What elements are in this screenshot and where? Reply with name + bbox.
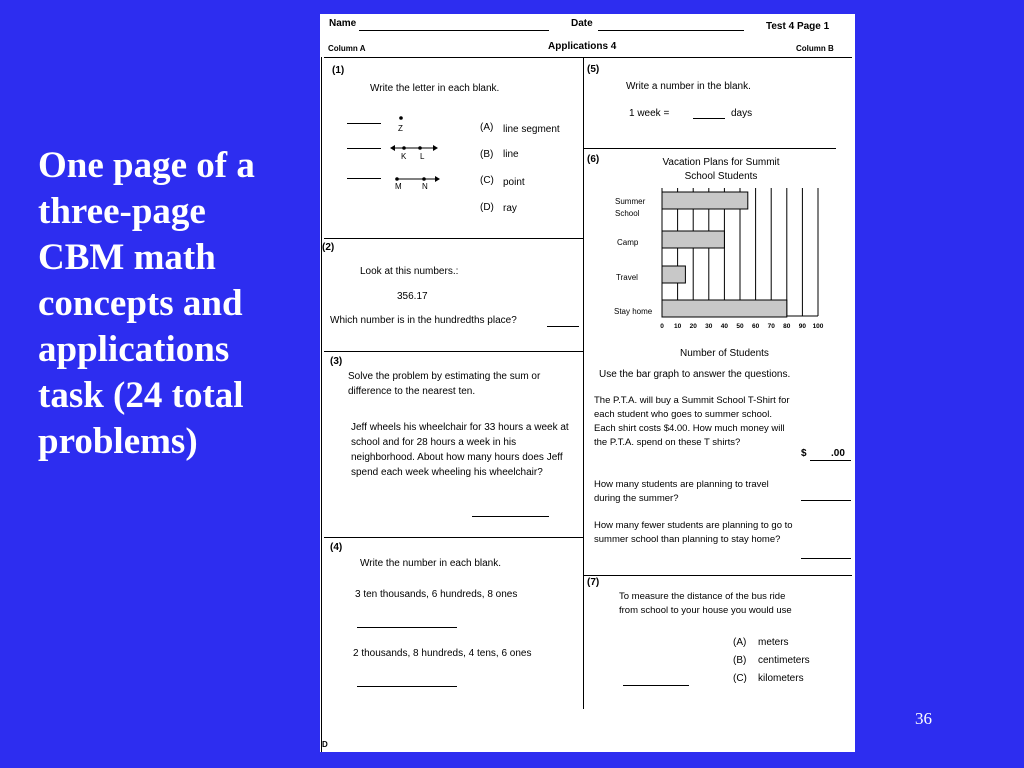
footer-letter: D bbox=[322, 740, 328, 749]
q5-equation: 1 week = bbox=[629, 108, 670, 119]
chart-tick-label: 50 bbox=[736, 323, 744, 330]
q6-fewer-blank[interactable] bbox=[801, 558, 851, 559]
chart-tick-label: 70 bbox=[767, 323, 775, 330]
name-label: Name bbox=[329, 18, 357, 29]
left-border bbox=[321, 57, 322, 752]
label-l: L bbox=[420, 152, 425, 161]
chart-bar bbox=[662, 266, 685, 283]
q1-blank-2[interactable] bbox=[347, 148, 381, 149]
date-field[interactable] bbox=[598, 30, 744, 31]
q7-option-text: kilometers bbox=[758, 673, 804, 684]
divider-5-6 bbox=[584, 148, 836, 149]
q6-instruction: Use the bar graph to answer the questions. bbox=[599, 369, 791, 380]
caption-line: applications bbox=[38, 329, 230, 370]
q6-dollar-blank[interactable] bbox=[810, 460, 851, 461]
q1-option-letter: (B) bbox=[480, 149, 494, 160]
q1-option-letter: (C) bbox=[480, 175, 494, 186]
chart-category: Travel bbox=[616, 273, 638, 282]
column-b-label: Column B bbox=[796, 44, 834, 53]
q6-number: (6) bbox=[587, 154, 600, 165]
q1-instruction: Write the letter in each blank. bbox=[370, 83, 500, 94]
label-k: K bbox=[401, 152, 407, 161]
q6-tshirt-question: The P.T.A. will buy a Summit School T-Shirt for each student who goes to summer school. Each shirt costs $4.00. How much money will the P.T.A. spend on these T shirts? bbox=[594, 395, 790, 448]
q4-blank-1[interactable] bbox=[357, 627, 457, 628]
label-z: Z bbox=[398, 124, 403, 133]
q2-number-value: 356.17 bbox=[397, 291, 428, 302]
divider-1-2 bbox=[324, 238, 583, 239]
q5-answer-blank[interactable] bbox=[693, 118, 725, 119]
q4-blank-2[interactable] bbox=[357, 686, 457, 687]
chart-tick-label: 10 bbox=[673, 323, 682, 330]
q7-option-text: meters bbox=[758, 637, 789, 648]
worksheet-page bbox=[320, 14, 855, 752]
q5-number: (5) bbox=[587, 64, 600, 75]
chart-tick-label: 30 bbox=[705, 323, 713, 330]
chart-title: Vacation Plans for Summit School Students bbox=[662, 157, 780, 182]
chart-tick-label: 0 bbox=[660, 323, 664, 330]
test-label: Test 4 Page 1 bbox=[766, 21, 830, 32]
chart-x-label: Number of Students bbox=[680, 348, 769, 359]
label-m: M bbox=[395, 182, 402, 191]
q2-prompt: Look at this numbers.: bbox=[360, 266, 459, 277]
q7-number: (7) bbox=[587, 577, 600, 588]
chart-bar bbox=[662, 192, 748, 209]
divider-3-4 bbox=[324, 537, 583, 538]
q1-option-text: line bbox=[503, 149, 519, 160]
chart-tick-label: 80 bbox=[783, 323, 791, 330]
q7-option-text: centimeters bbox=[758, 655, 810, 666]
q3-instruction: Solve the problem by estimating the sum or difference to the nearest ten. bbox=[348, 371, 541, 397]
q4-item-2: 2 thousands, 8 hundreds, 4 tens, 6 ones bbox=[353, 648, 532, 659]
q6-dollar-sign: $ bbox=[801, 448, 807, 459]
q1-blank-1[interactable] bbox=[347, 123, 381, 124]
name-field[interactable] bbox=[359, 30, 549, 31]
caption-line: CBM math bbox=[38, 237, 216, 278]
q6-travel-blank[interactable] bbox=[801, 500, 851, 501]
chart-category: Camp bbox=[617, 238, 639, 247]
caption-line: concepts and bbox=[38, 283, 243, 324]
chart-tick-label: 100 bbox=[812, 323, 824, 330]
chart-category: Summer School bbox=[615, 197, 646, 218]
q3-number: (3) bbox=[330, 356, 343, 367]
q1-option-text: line segment bbox=[503, 124, 560, 135]
q2-number: (2) bbox=[322, 242, 335, 253]
chart-bar bbox=[662, 300, 787, 317]
q7-option-letter: (B) bbox=[733, 655, 747, 666]
slide-caption bbox=[38, 143, 328, 465]
q1-option-text: point bbox=[503, 177, 525, 188]
q4-number: (4) bbox=[330, 542, 343, 553]
q1-option-letter: (A) bbox=[480, 122, 494, 133]
date-label: Date bbox=[571, 18, 593, 29]
q2-question: Which number is in the hundredths place? bbox=[330, 315, 517, 326]
caption-line: One page of a bbox=[38, 145, 255, 186]
label-n: N bbox=[422, 182, 428, 191]
q3-answer-blank[interactable] bbox=[472, 516, 549, 517]
q3-problem: Jeff wheels his wheelchair for 33 hours a week at school and for 28 hours a week in his neighborhood. About how many hours does Jeff spend each week wheeling his wheelchair? bbox=[351, 422, 569, 478]
divider-2-3 bbox=[324, 351, 583, 352]
caption-line: three-page bbox=[38, 191, 206, 232]
q6-cents: .00 bbox=[831, 448, 845, 459]
q7-problem: To measure the distance of the bus ride from school to your house you would use bbox=[619, 591, 792, 616]
q2-answer-blank[interactable] bbox=[547, 326, 579, 327]
bar-chart bbox=[650, 186, 830, 336]
chart-tick-label: 90 bbox=[798, 323, 807, 330]
q1-option-letter: (D) bbox=[480, 202, 494, 213]
slide-number: 36 bbox=[915, 709, 932, 728]
q1-number: (1) bbox=[332, 65, 345, 76]
divider-6-7 bbox=[584, 575, 852, 576]
page-title: Applications 4 bbox=[548, 41, 617, 52]
column-a-label: Column A bbox=[328, 44, 366, 53]
chart-tick-label: 20 bbox=[689, 323, 697, 330]
chart-category: Stay home bbox=[614, 307, 653, 316]
q7-option-letter: (A) bbox=[733, 637, 747, 648]
q6-travel-question: How many students are planning to travel during the summer? bbox=[594, 479, 769, 504]
header-divider bbox=[324, 57, 852, 58]
q1-option-text: ray bbox=[503, 203, 517, 214]
caption-line: problems) bbox=[38, 421, 198, 462]
q6-fewer-question: How many fewer students are planning to go to summer school than planning to stay home? bbox=[594, 520, 793, 545]
q7-option-letter: (C) bbox=[733, 673, 747, 684]
q7-answer-blank[interactable] bbox=[623, 685, 689, 686]
q4-item-1: 3 ten thousands, 6 hundreds, 8 ones bbox=[355, 589, 518, 600]
chart-bar bbox=[662, 231, 724, 248]
q5-instruction: Write a number in the blank. bbox=[626, 81, 751, 92]
chart-tick-label: 40 bbox=[720, 323, 729, 330]
q5-unit: days bbox=[731, 108, 753, 119]
column-divider bbox=[583, 57, 584, 709]
chart-tick-label: 60 bbox=[751, 323, 760, 330]
q1-blank-3[interactable] bbox=[347, 178, 381, 179]
caption-line: task (24 total bbox=[38, 375, 244, 416]
q4-instruction: Write the number in each blank. bbox=[360, 558, 502, 569]
